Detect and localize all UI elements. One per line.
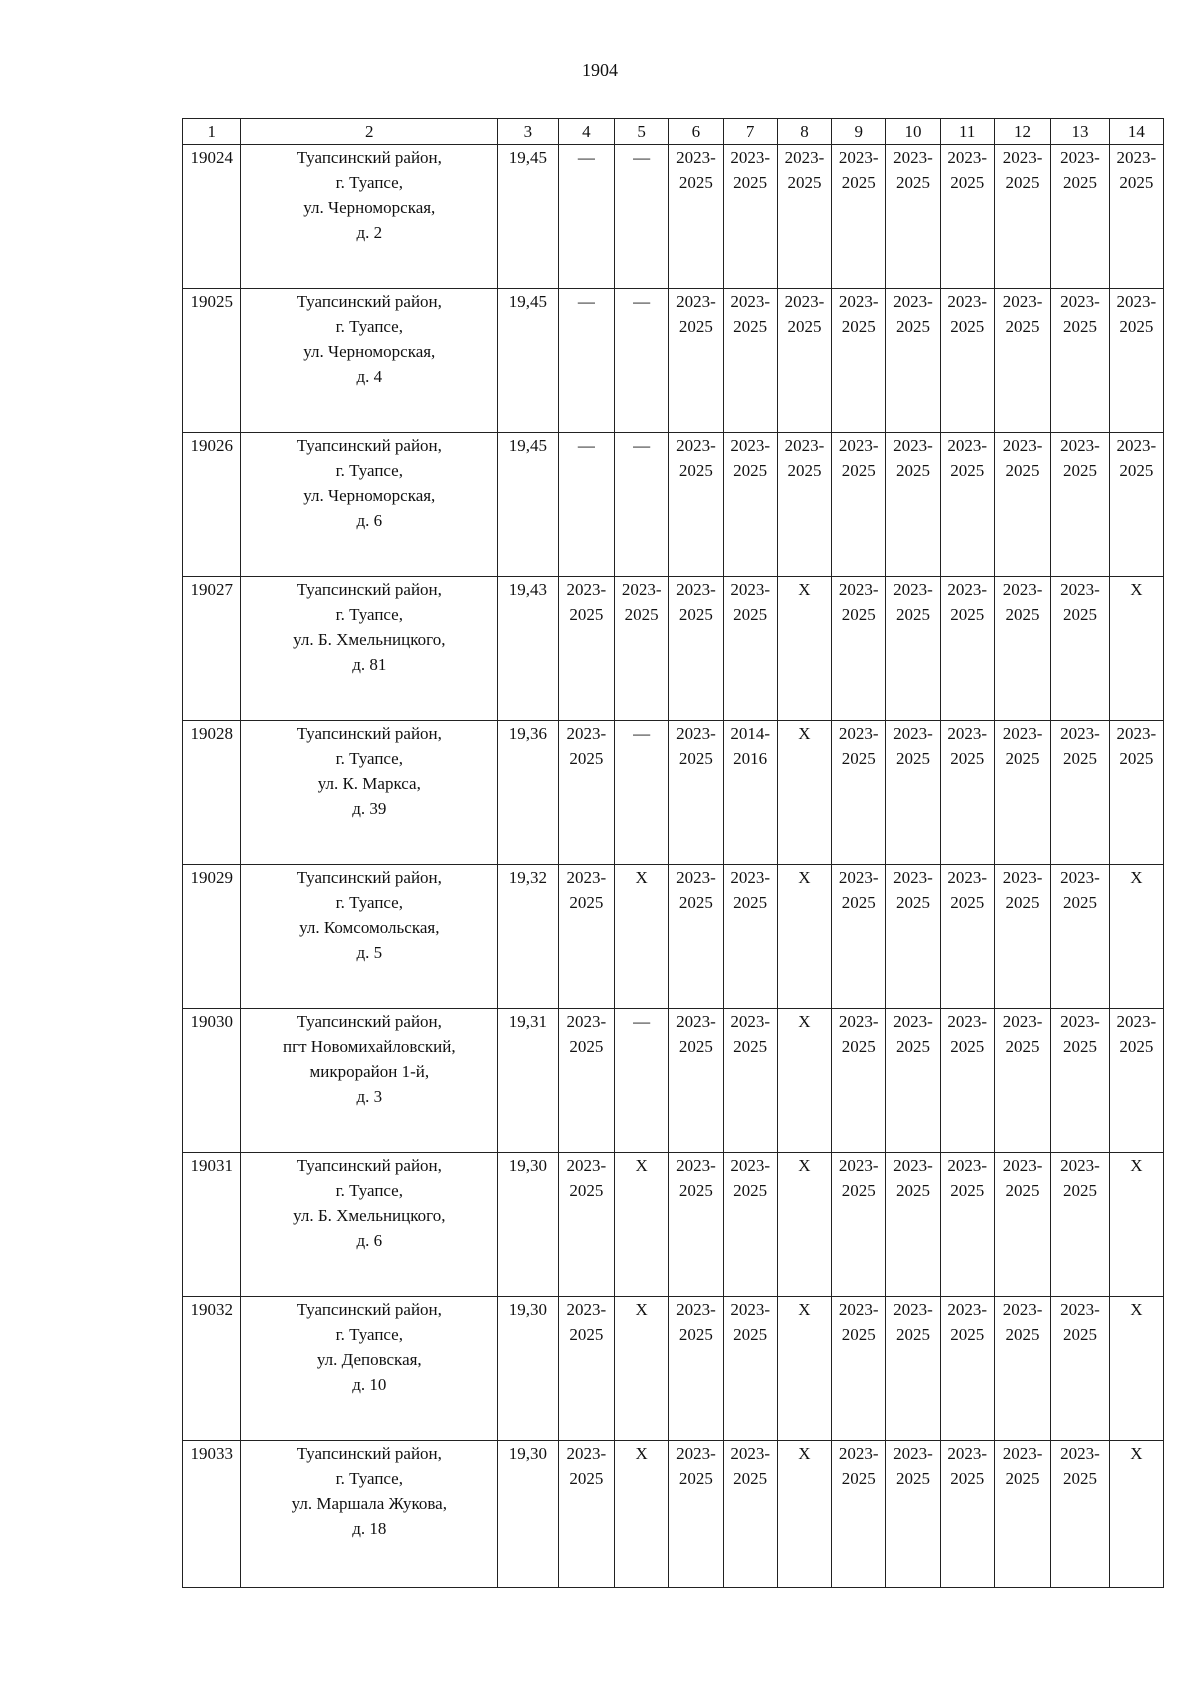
period-cell: 2023- 2025: [558, 721, 614, 865]
value-cell: 19,36: [498, 721, 559, 865]
period-cell: 2023- 2025: [1051, 865, 1109, 1009]
period-cell: 2023- 2025: [669, 1009, 723, 1153]
address-line: г. Туапсе,: [335, 173, 403, 192]
period-cell: 2023- 2025: [832, 433, 886, 577]
period-cell: 2023- 2025: [832, 1153, 886, 1297]
address-line: ул. К. Маркса,: [317, 774, 421, 793]
table-row: [183, 577, 1164, 721]
column-header: 6: [669, 119, 723, 145]
table-row: [183, 289, 1164, 433]
column-header: 4: [558, 119, 614, 145]
period-cell: 2023- 2025: [723, 1441, 777, 1588]
period-cell: 2023- 2025: [777, 145, 831, 289]
period-cell: 2023- 2025: [558, 1441, 614, 1588]
row-number: 19029: [183, 865, 241, 1009]
value-cell: 19,30: [498, 1153, 559, 1297]
period-cell: 2023- 2025: [1051, 289, 1109, 433]
period-cell: X: [777, 577, 831, 721]
row-number: 19028: [183, 721, 241, 865]
address-cell: [241, 721, 498, 865]
period-cell: X: [615, 1153, 669, 1297]
column-header: 9: [832, 119, 886, 145]
header-row: [183, 119, 1164, 145]
period-cell: 2023- 2025: [723, 577, 777, 721]
period-cell: 2023- 2025: [669, 1441, 723, 1588]
period-cell: 2023- 2025: [669, 865, 723, 1009]
address-line: Туапсинский район,: [296, 580, 442, 599]
value-cell: 19,45: [498, 289, 559, 433]
value-cell: 19,43: [498, 577, 559, 721]
period-cell: 2023- 2025: [1051, 1009, 1109, 1153]
column-header: 13: [1051, 119, 1109, 145]
period-cell: X: [1109, 865, 1163, 1009]
period-cell: 2023- 2025: [723, 433, 777, 577]
table-row: [183, 865, 1164, 1009]
value-cell: 19,45: [498, 433, 559, 577]
address-line: Туапсинский район,: [296, 292, 442, 311]
period-cell: 2023- 2025: [558, 865, 614, 1009]
table-row: [183, 433, 1164, 577]
period-cell: 2023- 2025: [1051, 577, 1109, 721]
period-cell: 2023- 2025: [669, 289, 723, 433]
period-cell: —: [615, 289, 669, 433]
address-line: г. Туапсе,: [335, 749, 403, 768]
address-line: Туапсинский район,: [296, 148, 442, 167]
period-cell: 2023- 2025: [994, 1153, 1050, 1297]
period-cell: 2023- 2025: [723, 1009, 777, 1153]
address-line: д. 39: [352, 799, 387, 818]
address-line: д. 4: [356, 367, 383, 386]
address-line: Туапсинский район,: [296, 868, 442, 887]
address-line: Туапсинский район,: [296, 1156, 442, 1175]
row-number: 19030: [183, 1009, 241, 1153]
column-header: 14: [1109, 119, 1163, 145]
address-line: д. 2: [356, 223, 383, 242]
period-cell: 2023- 2025: [1051, 1297, 1109, 1441]
period-cell: 2023- 2025: [886, 1441, 940, 1588]
address-line: г. Туапсе,: [335, 1325, 403, 1344]
address-cell: [241, 577, 498, 721]
row-number: 19032: [183, 1297, 241, 1441]
column-header: 7: [723, 119, 777, 145]
value-cell: 19,31: [498, 1009, 559, 1153]
period-cell: X: [777, 865, 831, 1009]
address-line: ул. Б. Хмельницкого,: [293, 1206, 446, 1225]
address-line: Туапсинский район,: [296, 724, 442, 743]
address-line: ул. Б. Хмельницкого,: [293, 630, 446, 649]
period-cell: 2023- 2025: [832, 1009, 886, 1153]
address-cell: [241, 433, 498, 577]
period-cell: X: [777, 1009, 831, 1153]
period-cell: —: [558, 145, 614, 289]
period-cell: 2023- 2025: [886, 433, 940, 577]
address-line: ул. Черноморская,: [303, 342, 436, 361]
period-cell: 2023- 2025: [886, 145, 940, 289]
period-cell: 2023- 2025: [940, 577, 994, 721]
period-cell: X: [1109, 1297, 1163, 1441]
period-cell: 2023- 2025: [558, 1297, 614, 1441]
row-number: 19026: [183, 433, 241, 577]
period-cell: 2023- 2025: [832, 721, 886, 865]
column-header: 3: [498, 119, 559, 145]
period-cell: 2023- 2025: [994, 865, 1050, 1009]
table-row: [183, 1009, 1164, 1153]
period-cell: 2023- 2025: [994, 1009, 1050, 1153]
column-header: 5: [615, 119, 669, 145]
page-number: 1904: [582, 60, 618, 80]
column-header: 12: [994, 119, 1050, 145]
address-line: г. Туапсе,: [335, 317, 403, 336]
period-cell: 2023- 2025: [1109, 721, 1163, 865]
address-cell: [241, 1297, 498, 1441]
period-cell: —: [615, 721, 669, 865]
period-cell: X: [777, 1441, 831, 1588]
period-cell: 2023- 2025: [886, 1153, 940, 1297]
address-line: г. Туапсе,: [335, 1181, 403, 1200]
period-cell: 2023- 2025: [940, 1297, 994, 1441]
address-line: д. 3: [356, 1087, 383, 1106]
period-cell: 2023- 2025: [994, 721, 1050, 865]
period-cell: 2023- 2025: [994, 1441, 1050, 1588]
address-line: д. 81: [352, 655, 387, 674]
period-cell: 2023- 2025: [1051, 433, 1109, 577]
period-cell: 2023- 2025: [994, 289, 1050, 433]
address-line: Туапсинский район,: [296, 1300, 442, 1319]
table-row: [183, 721, 1164, 865]
period-cell: 2023- 2025: [1051, 1441, 1109, 1588]
period-cell: 2023- 2025: [723, 865, 777, 1009]
row-number: 19031: [183, 1153, 241, 1297]
period-cell: 2023- 2025: [940, 1009, 994, 1153]
table-row: [183, 1297, 1164, 1441]
address-line: ул. Черноморская,: [303, 486, 436, 505]
address-cell: [241, 1441, 498, 1588]
period-cell: 2023- 2025: [1109, 433, 1163, 577]
address-line: г. Туапсе,: [335, 893, 403, 912]
period-cell: X: [777, 1297, 831, 1441]
address-cell: [241, 289, 498, 433]
period-cell: —: [558, 433, 614, 577]
period-cell: 2023- 2025: [669, 145, 723, 289]
period-cell: 2023- 2025: [940, 1441, 994, 1588]
period-cell: 2023- 2025: [832, 865, 886, 1009]
value-cell: 19,32: [498, 865, 559, 1009]
period-cell: 2023- 2025: [1109, 1009, 1163, 1153]
period-cell: 2023- 2025: [723, 289, 777, 433]
address-line: ул. Маршала Жукова,: [291, 1494, 447, 1513]
row-number: 19025: [183, 289, 241, 433]
period-cell: 2023- 2025: [832, 577, 886, 721]
period-cell: 2014- 2016: [723, 721, 777, 865]
period-cell: 2023- 2025: [940, 433, 994, 577]
period-cell: X: [777, 1153, 831, 1297]
column-header: 2: [241, 119, 498, 145]
value-cell: 19,45: [498, 145, 559, 289]
row-number: 19027: [183, 577, 241, 721]
period-cell: 2023- 2025: [1051, 1153, 1109, 1297]
period-cell: 2023- 2025: [669, 577, 723, 721]
period-cell: X: [1109, 1153, 1163, 1297]
period-cell: 2023- 2025: [994, 577, 1050, 721]
address-line: Туапсинский район,: [296, 436, 442, 455]
address-cell: [241, 145, 498, 289]
address-line: д. 6: [356, 511, 383, 530]
period-cell: 2023- 2025: [1051, 145, 1109, 289]
period-cell: 2023- 2025: [832, 145, 886, 289]
period-cell: 2023- 2025: [558, 1153, 614, 1297]
address-line: Туапсинский район,: [296, 1444, 442, 1463]
address-line: д. 5: [356, 943, 383, 962]
table-row: [183, 145, 1164, 289]
period-cell: X: [777, 721, 831, 865]
address-line: г. Туапсе,: [335, 605, 403, 624]
address-cell: [241, 865, 498, 1009]
period-cell: X: [615, 1297, 669, 1441]
period-cell: —: [615, 1009, 669, 1153]
period-cell: —: [558, 289, 614, 433]
period-cell: 2023- 2025: [832, 1297, 886, 1441]
period-cell: 2023- 2025: [994, 145, 1050, 289]
register-table: [182, 118, 1164, 1588]
address-line: г. Туапсе,: [335, 1469, 403, 1488]
period-cell: —: [615, 433, 669, 577]
period-cell: 2023- 2025: [940, 865, 994, 1009]
period-cell: 2023- 2025: [669, 721, 723, 865]
period-cell: X: [1109, 1441, 1163, 1588]
table-body: [183, 145, 1164, 1588]
column-header: 1: [183, 119, 241, 145]
period-cell: 2023- 2025: [886, 577, 940, 721]
period-cell: 2023- 2025: [994, 433, 1050, 577]
period-cell: 2023- 2025: [940, 289, 994, 433]
column-header: 10: [886, 119, 940, 145]
period-cell: 2023- 2025: [558, 577, 614, 721]
period-cell: 2023- 2025: [723, 1153, 777, 1297]
period-cell: 2023- 2025: [994, 1297, 1050, 1441]
address-cell: [241, 1009, 498, 1153]
period-cell: 2023- 2025: [940, 1153, 994, 1297]
period-cell: 2023- 2025: [832, 1441, 886, 1588]
period-cell: 2023- 2025: [669, 1153, 723, 1297]
period-cell: 2023- 2025: [886, 289, 940, 433]
period-cell: 2023- 2025: [777, 289, 831, 433]
address-line: микрорайон 1-й,: [309, 1062, 430, 1081]
address-line: ул. Деповская,: [316, 1350, 422, 1369]
address-line: д. 18: [352, 1519, 387, 1538]
table-row: [183, 1153, 1164, 1297]
address-line: ул. Черноморская,: [303, 198, 436, 217]
address-line: ул. Комсомольская,: [299, 918, 440, 937]
period-cell: 2023- 2025: [615, 577, 669, 721]
period-cell: —: [615, 145, 669, 289]
period-cell: 2023- 2025: [669, 1297, 723, 1441]
column-header: 11: [940, 119, 994, 145]
address-line: пгт Новомихайловский,: [283, 1037, 456, 1056]
address-line: Туапсинский район,: [296, 1012, 442, 1031]
table-row: [183, 1441, 1164, 1588]
period-cell: 2023- 2025: [886, 1297, 940, 1441]
period-cell: 2023- 2025: [1109, 289, 1163, 433]
period-cell: 2023- 2025: [1051, 721, 1109, 865]
period-cell: X: [1109, 577, 1163, 721]
value-cell: 19,30: [498, 1297, 559, 1441]
address-line: д. 10: [352, 1375, 387, 1394]
period-cell: 2023- 2025: [940, 145, 994, 289]
period-cell: 2023- 2025: [886, 1009, 940, 1153]
period-cell: 2023- 2025: [1109, 145, 1163, 289]
address-line: д. 6: [356, 1231, 383, 1250]
period-cell: 2023- 2025: [723, 1297, 777, 1441]
row-number: 19024: [183, 145, 241, 289]
address-line: г. Туапсе,: [335, 461, 403, 480]
row-number: 19033: [183, 1441, 241, 1588]
period-cell: 2023- 2025: [723, 145, 777, 289]
period-cell: 2023- 2025: [940, 721, 994, 865]
address-cell: [241, 1153, 498, 1297]
period-cell: 2023- 2025: [558, 1009, 614, 1153]
period-cell: 2023- 2025: [886, 865, 940, 1009]
period-cell: X: [615, 865, 669, 1009]
value-cell: 19,30: [498, 1441, 559, 1588]
period-cell: 2023- 2025: [886, 721, 940, 865]
period-cell: 2023- 2025: [832, 289, 886, 433]
period-cell: 2023- 2025: [669, 433, 723, 577]
column-header: 8: [777, 119, 831, 145]
period-cell: 2023- 2025: [777, 433, 831, 577]
period-cell: X: [615, 1441, 669, 1588]
